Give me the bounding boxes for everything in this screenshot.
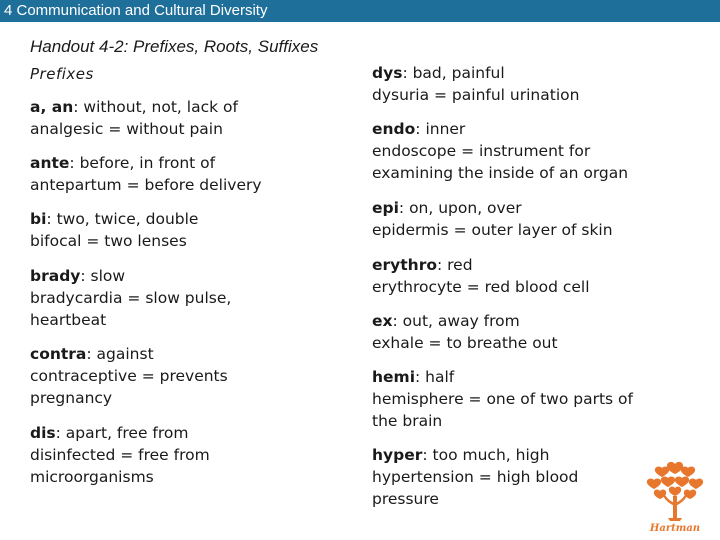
prefix-meaning: : half — [415, 368, 455, 386]
prefix-entry — [372, 310, 558, 354]
prefix-example: disinfected = free from — [30, 446, 210, 464]
prefix-meaning: : too much, high — [422, 446, 550, 464]
prefix-entry — [372, 118, 628, 184]
prefix-meaning: : before, in front of — [69, 154, 216, 172]
prefix-term: brady — [30, 267, 81, 285]
prefix-entry — [372, 254, 590, 298]
prefix-term: ante — [30, 154, 70, 172]
hartman-logo — [642, 458, 708, 534]
prefix-entry — [372, 197, 613, 241]
prefix-entry — [30, 422, 210, 488]
handout-title: Handout 4-2: Prefixes, Roots, Suffixes — [30, 37, 319, 56]
prefix-meaning: : two, twice, double — [46, 210, 199, 228]
prefix-meaning: : bad, painful — [402, 64, 505, 82]
prefix-term: erythro — [372, 256, 437, 274]
prefix-example: microorganisms — [30, 468, 154, 486]
prefix-example: erythrocyte = red blood cell — [372, 278, 590, 296]
prefix-example: dysuria = painful urination — [372, 86, 580, 104]
prefix-term: hemi — [372, 368, 416, 386]
prefix-example: the brain — [372, 412, 443, 430]
prefix-term: a, an — [30, 98, 74, 116]
logo-text: Hartman — [649, 523, 701, 534]
prefix-meaning: : on, upon, over — [398, 199, 522, 217]
prefix-example: exhale = to breathe out — [372, 334, 558, 352]
prefix-example: pregnancy — [30, 389, 113, 407]
prefix-meaning: : inner — [415, 120, 466, 138]
prefix-entry — [372, 366, 633, 432]
prefix-entry — [372, 444, 578, 510]
prefix-example: analgesic = without pain — [30, 120, 223, 138]
top-bar — [0, 0, 720, 22]
prefix-term: dis — [30, 424, 56, 442]
prefix-term: epi — [372, 199, 399, 217]
section-heading: Prefixes — [30, 65, 94, 83]
prefix-example: hemisphere = one of two parts of — [372, 390, 633, 408]
heart-tree-icon — [642, 458, 708, 534]
prefix-term: contra — [30, 345, 87, 363]
prefix-entry — [30, 265, 231, 331]
prefix-example: hypertension = high blood — [372, 468, 579, 486]
prefix-term: hyper — [372, 446, 423, 464]
prefix-meaning: : apart, free from — [55, 424, 189, 442]
prefix-example: bifocal = two lenses — [30, 232, 187, 250]
prefix-example: contraceptive = prevents — [30, 367, 228, 385]
prefix-example: examining the inside of an organ — [372, 164, 629, 182]
prefix-entry — [30, 96, 238, 140]
prefix-term: bi — [30, 210, 47, 228]
prefix-meaning: : slow — [80, 267, 126, 285]
prefix-term: dys — [372, 64, 403, 82]
prefix-entry — [30, 152, 262, 196]
prefix-meaning: : red — [437, 256, 473, 274]
prefix-example: antepartum = before delivery — [30, 176, 262, 194]
prefix-entry — [30, 208, 198, 252]
prefix-meaning: : against — [86, 345, 154, 363]
prefix-example: heartbeat — [30, 311, 107, 329]
prefix-term: endo — [372, 120, 416, 138]
chapter-title: 4 Communication and Cultural Diversity — [4, 2, 268, 19]
prefix-entry — [372, 62, 579, 106]
prefix-meaning: : out, away from — [392, 312, 520, 330]
prefix-term: ex — [372, 312, 393, 330]
prefix-example: pressure — [372, 490, 439, 508]
prefix-meaning: : without, not, lack of — [73, 98, 238, 116]
prefix-example: bradycardia = slow pulse, — [30, 289, 232, 307]
prefix-example: epidermis = outer layer of skin — [372, 221, 613, 239]
prefix-example: endoscope = instrument for — [372, 142, 591, 160]
prefix-entry — [30, 343, 228, 409]
